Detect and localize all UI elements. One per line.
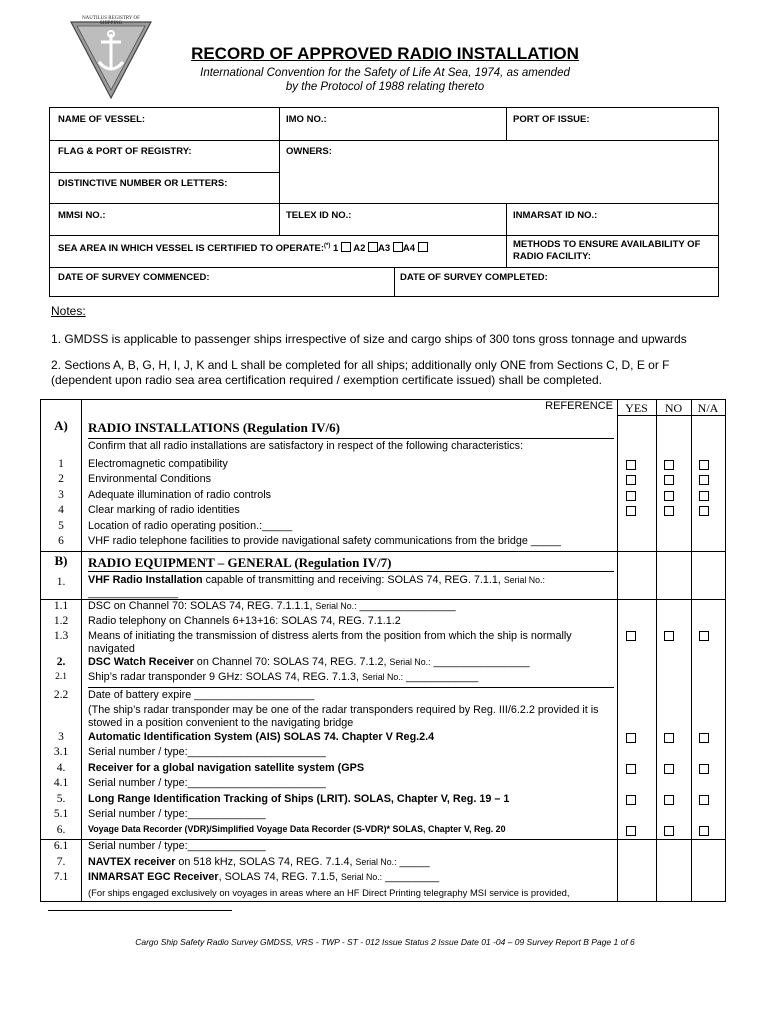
row-text-bold: Long Range Identification Tracking of Ships (LRIT). SOLAS, Chapter V, Reg. 19 – 1 [88,793,510,805]
page-title: RECORD OF APPROVED RADIO INSTALLATION [191,44,579,63]
footnote-rule [48,910,232,911]
row-number: 1. [56,576,66,588]
row-number: 3.1 [53,746,69,758]
row-number: 5 [58,520,64,532]
no-checkbox[interactable] [664,631,674,641]
row-text: Serial number / type:_____________ [88,808,266,820]
no-checkbox[interactable] [664,460,674,470]
serial-label: Serial No.: [389,657,431,667]
serial-line: _______________ [88,587,179,599]
methods-label: METHODS TO ENSURE AVAILABILITY OF RADIO FACILITY: [513,239,701,262]
no-checkbox[interactable] [664,764,674,774]
yes-checkbox[interactable] [626,764,636,774]
table-row [41,823,727,839]
table-row [41,489,727,504]
row-text: Electromagnetic compatibility [88,458,228,470]
na-checkbox[interactable] [699,460,709,470]
survey-commenced-label: DATE OF SURVEY COMMENCED: [58,272,210,283]
na-checkbox[interactable] [699,491,709,501]
row-text: Radio telephony on Channels 6+13+16: SOLAS 74, REG. 7.1.1.2 [88,615,401,627]
logo-text: NAUTILUS REGISTRY OF SHIPPING [82,16,140,26]
page-footer: Cargo Ship Safety Radio Survey GMDSS, VRS - TWP - ST - 012 Issue Status 2 Issue Date 01 -04 – 09 Survey Report B Page 1 of 6 [135,937,635,947]
table-row [41,574,727,600]
row-text: Environmental Conditions [88,473,212,485]
name-of-vessel-label: NAME OF VESSEL: [58,114,146,125]
row-text: Date of battery expire ____________________ [88,689,315,701]
row-text-bold: Automatic Identification System (AIS) SOLAS 74. Chapter V Reg.2.4 [88,731,435,743]
section-a-row [41,417,727,439]
row-number: 6.1 [53,840,69,852]
row-number: 6. [56,824,66,836]
na-checkbox[interactable] [699,733,709,743]
area-4-label: A4 [402,243,415,254]
row-number: 1.2 [53,615,69,627]
note-1: 1. GMDSS is applicable to passenger ships irrespective of size and cargo ships of 300 tons gross tonnage and upwards [51,332,687,346]
yes-checkbox[interactable] [626,475,636,485]
no-checkbox[interactable] [664,475,674,485]
table-row [41,856,727,871]
survey-completed-label: DATE OF SURVEY COMPLETED: [400,272,548,283]
row-text: capable of transmitting and receiving: SOLAS 74, REG. 7.1.1, [202,574,504,586]
serial-label: Serial No.: [341,872,383,882]
table-row [41,656,727,671]
row-number: 1.3 [53,630,69,642]
na-checkbox[interactable] [699,764,709,774]
owners-label: OWNERS: [286,146,332,157]
table-row [41,731,727,746]
table-row [41,871,727,886]
serial-line: ________________ [430,656,530,668]
row-text: , SOLAS 74, REG. 7.1.5, [218,871,342,883]
row-text: (For ships engaged exclusively on voyages in areas where an HF Direct Printing telegraphy MSI service is provided, [88,887,570,898]
na-checkbox[interactable] [699,826,709,836]
table-row [41,614,727,629]
row-text: DSC on Channel 70: SOLAS 74, REG. 7.1.1.1, [88,600,316,612]
sea-area-label: SEA AREA IN WHICH VESSEL IS CERTIFIED TO OPERATE: [58,243,325,254]
row-text: VHF radio telephone facilities to provide navigational safety communications from the bridge _____ [88,535,561,547]
section-b-title: RADIO EQUIPMENT – GENERAL (Regulation IV/7) [88,555,392,570]
notes-heading: Notes: [51,304,86,318]
row-text-bold: Receiver for a global navigation satellite system (GPS [88,762,365,774]
row-number: 5.1 [53,808,69,820]
row-number: 3 [58,731,64,743]
row-number: 2.2 [53,689,69,701]
area-3-checkbox[interactable] [393,242,403,252]
no-header: NO [664,401,683,415]
row-number: 2 [58,473,64,485]
row-number: 2. [56,656,66,668]
row-number: 3 [58,489,64,501]
yes-checkbox[interactable] [626,491,636,501]
table-row [41,473,727,488]
row-number: 4 [58,504,64,516]
serial-label: Serial No.: [362,672,404,682]
row-number: A) [54,418,68,433]
flag-port-label: FLAG & PORT OF REGISTRY: [58,146,192,157]
table-row [41,840,727,855]
yes-checkbox[interactable] [626,826,636,836]
row-number: 4. [56,762,66,774]
table-row [41,762,727,777]
table-row [41,689,727,704]
section-b-row [41,552,727,572]
row-text: on Channel 70: SOLAS 74, REG. 7.1.2, [193,656,390,668]
yes-checkbox[interactable] [626,795,636,805]
yes-header: YES [625,401,648,415]
no-checkbox[interactable] [664,826,674,836]
section-a-title: RADIO INSTALLATIONS (Regulation IV/6) [88,420,340,435]
inmarsat-label: INMARSAT ID NO.: [513,210,598,221]
row-text: Means of initiating the transmission of distress alerts from the position from which the ship is normally navigated [88,630,572,655]
area-2-checkbox[interactable] [368,242,378,252]
no-checkbox[interactable] [664,795,674,805]
note-2: 2. Sections A, B, G, H, I, J, K and L shall be completed for all ships; additionally only ONE from Sections C, D, E or F (dependent upon radio sea area certification required / exemption certificate issued) shall be completed. [51,358,670,387]
table-row [41,504,727,519]
area-2-label: A2 [353,243,366,254]
na-checkbox[interactable] [699,795,709,805]
area-1-checkbox[interactable] [341,242,351,252]
row-text: Serial number / type:_____________ [88,840,266,852]
na-checkbox[interactable] [699,475,709,485]
reference-header: REFERENCE [545,400,613,412]
table-row [41,599,727,614]
row-text-bold: NAVTEX receiver [88,856,176,868]
table-row [41,808,727,823]
yes-checkbox[interactable] [626,631,636,641]
row-text: on 518 kHz, SOLAS 74, REG. 7.1.4, [175,856,356,868]
na-header: N/A [697,401,719,415]
serial-label: Serial No.: [315,601,357,611]
table-row [41,440,727,455]
table-row [41,629,727,655]
table-row [41,458,727,473]
row-number: 1.1 [53,600,69,612]
sea-area-note: (*) [324,242,331,249]
yes-checkbox[interactable] [626,506,636,516]
telex-label: TELEX ID NO.: [286,210,352,221]
row-text-bold: VHF Radio Installation [88,574,203,586]
table-row [41,777,727,792]
serial-label: Serial No.: [355,857,397,867]
row-text-bold: Voyage Data Recorder (VDR)/Simplified Voyage Data Recorder (S-VDR)* SOLAS, Chapter V, Reg. 20 [88,824,506,834]
row-text-bold: DSC Watch Receiver [88,656,194,668]
table-row [41,887,727,901]
subtitle-line-2: by the Protocol of 1988 relating thereto [285,81,485,93]
row-text-bold: INMARSAT EGC Receiver [88,871,219,883]
na-checkbox[interactable] [699,631,709,641]
table-row [41,535,727,550]
row-number: 2.1 [55,672,67,682]
table-row [41,793,727,808]
imo-no-label: IMO NO.: [286,114,327,125]
table-row [41,704,727,732]
serial-line: ________________ [356,600,456,612]
row-number: B) [54,553,68,568]
distinctive-number-label: DISTINCTIVE NUMBER OR LETTERS: [58,178,228,189]
row-number: 5. [56,793,66,805]
row-number: 7. [56,856,66,868]
subtitle-line-1: International Convention for the Safety of Life At Sea, 1974, as amended [200,67,570,79]
radio-installation-table [40,399,726,902]
no-checkbox[interactable] [664,491,674,501]
row-text: Serial number / type:_______________________ [88,746,326,758]
serial-line: _____ [396,856,430,868]
row-number: 4.1 [53,777,69,789]
serial-line: ____________ [403,671,479,683]
row-text: Confirm that all radio installations are satisfactory in respect of the following characteristics: [88,440,524,452]
serial-label: Serial No.: [503,575,545,585]
serial-line: _________ [382,871,440,883]
row-number: 1 [58,458,64,470]
vessel-info-grid [49,107,719,297]
area-1-label: 1 [333,243,339,254]
mmsi-label: MMSI NO.: [58,210,106,221]
no-checkbox[interactable] [664,733,674,743]
table-row [41,671,727,687]
row-text: Serial number / type:_______________________ [88,777,326,789]
table-row [41,746,727,761]
yes-checkbox[interactable] [626,733,636,743]
row-number: 7.1 [53,871,69,883]
table-row [41,520,727,535]
row-text: Clear marking of radio identities [88,504,240,516]
area-4-checkbox[interactable] [418,242,428,252]
na-checkbox[interactable] [699,506,709,516]
row-text: Adequate illumination of radio controls [88,489,272,501]
yes-checkbox[interactable] [626,460,636,470]
area-3-label: A3 [378,243,391,254]
no-checkbox[interactable] [664,506,674,516]
row-number: 6 [58,535,64,547]
row-text: Ship’s radar transponder 9 GHz: SOLAS 74, REG. 7.1.3, [88,671,363,683]
row-text: Location of radio operating position.:_____ [88,520,293,532]
port-of-issue-label: PORT OF ISSUE: [513,114,590,125]
sea-area-row [58,242,428,254]
row-text: (The ship’s radar transponder may be one of the radar transponders required by Reg. III/6.2.2 provided it is stowed in a position convenient to the navigating bridge [88,704,599,729]
